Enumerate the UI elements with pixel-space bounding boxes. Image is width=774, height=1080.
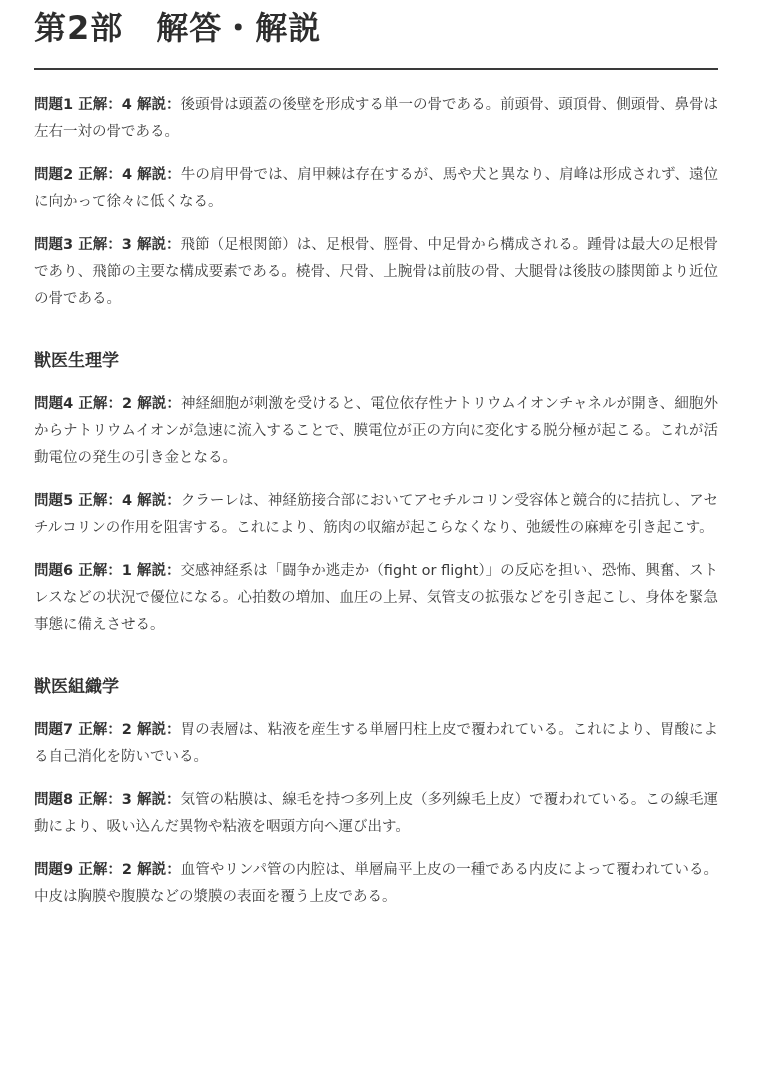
question-5 — [34, 488, 718, 542]
title-divider — [34, 68, 718, 70]
question-4-explanation: 神経細胞が刺激を受けると、電位依存性ナトリウムイオンチャネルが開き、細胞外からナトリウムイオンが急速に流入することで、膜電位が正の方向に変化する脱分極が起こる。これが活動電位の発生の引き金となる。 — [34, 396, 718, 466]
page-title: 第2部 解答・解説 — [34, 9, 322, 47]
question-2-label: 問題2 正解：4 解説： — [34, 167, 181, 183]
question-8-explanation: 気管の粘膜は、線毛を持つ多列上皮（多列線毛上皮）で覆われている。この線毛運動により、吸い込んだ異物や粘液を咽頭方向へ運び出す。 — [34, 792, 718, 835]
question-3-label: 問題3 正解：3 解説： — [34, 237, 181, 253]
question-9-label: 問題9 正解：2 解説： — [34, 862, 181, 878]
question-1 — [34, 92, 718, 146]
question-4 — [34, 391, 718, 472]
question-7-explanation: 胃の表層は、粘液を産生する単層円柱上皮で覆われている。これにより、胃酸による自己消化を防いでいる。 — [34, 722, 718, 765]
question-6 — [34, 558, 718, 639]
section-heading-histology: 獣医組織学 — [34, 677, 119, 697]
question-3-explanation: 飛節（足根関節）は、足根骨、脛骨、中足骨から構成される。踵骨は最大の足根骨であり、飛節の主要な構成要素である。橈骨、尺骨、上腕骨は前肢の骨、大腿骨は後肢の膝関節より近位の骨である。 — [34, 237, 718, 307]
question-5-explanation: クラーレは、神経筋接合部においてアセチルコリン受容体と競合的に拮抗し、アセチルコリンの作用を阻害する。これにより、筋肉の収縮が起こらなくなり、弛緩性の麻痺を引き起こす。 — [34, 493, 718, 536]
section-histology — [34, 675, 718, 911]
question-1-explanation: 後頭骨は頭蓋の後壁を形成する単一の骨である。前頭骨、頭頂骨、側頭骨、鼻骨は左右一対の骨である。 — [34, 97, 718, 140]
question-2 — [34, 162, 718, 216]
question-7 — [34, 717, 718, 771]
question-1-label: 問題1 正解：4 解説： — [34, 97, 181, 113]
question-9-explanation: 血管やリンパ管の内腔は、単層扁平上皮の一種である内皮によって覆われている。中皮は胸膜や腹膜などの漿膜の表面を覆う上皮である。 — [34, 862, 718, 905]
question-3 — [34, 232, 718, 313]
section-anatomy — [34, 92, 718, 313]
question-8 — [34, 787, 718, 841]
question-6-label: 問題6 正解：1 解説： — [34, 563, 181, 579]
question-4-label: 問題4 正解：2 解説： — [34, 396, 181, 412]
section-physiology — [34, 349, 718, 639]
question-7-label: 問題7 正解：2 解説： — [34, 722, 181, 738]
question-9 — [34, 857, 718, 911]
question-8-label: 問題8 正解：3 解説： — [34, 792, 181, 808]
question-2-explanation: 牛の肩甲骨では、肩甲棘は存在するが、馬や犬と異なり、肩峰は形成されず、遠位に向かって徐々に低くなる。 — [34, 167, 718, 210]
section-heading-physiology: 獣医生理学 — [34, 351, 119, 371]
question-5-label: 問題5 正解：4 解説： — [34, 493, 181, 509]
question-6-explanation: 交感神経系は「闘争か逃走か（fight or flight）」の反応を担い、恐怖、興奮、ストレスなどの状況で優位になる。心拍数の増加、血圧の上昇、気管支の拡張などを引き起こし、身体を緊急事態に備えさせる。 — [34, 563, 718, 633]
